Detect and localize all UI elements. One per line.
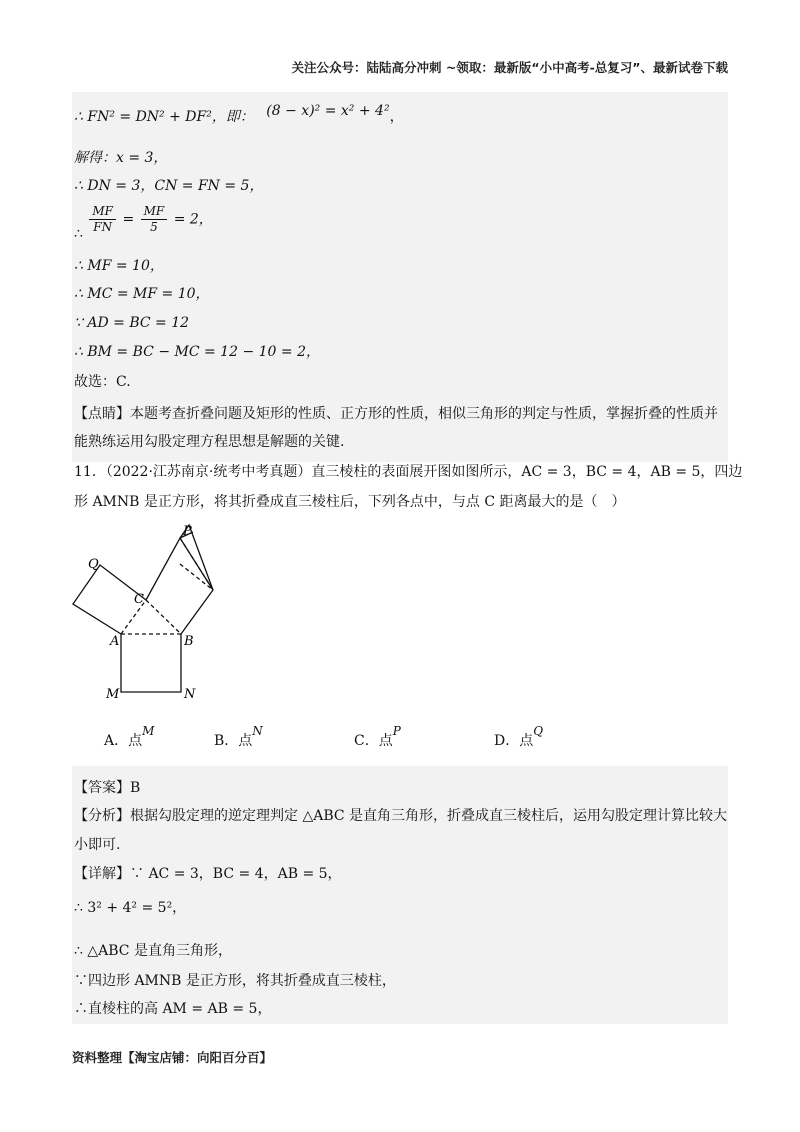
equation-line-7: ∵ AD = BC = 12: [74, 315, 190, 331]
remark-line-2: 能熟练运用勾股定理方程思想是解题的关键.: [74, 434, 345, 450]
choice-line: 故选：C.: [74, 374, 131, 390]
detail-line-3: ∴ △ABC 是直角三角形，: [74, 943, 232, 959]
page-header: 关注公众号：陆陆高分冲刺 ~领取：最新版“小中高考-总复习”、最新试卷下载: [291, 60, 728, 75]
remark-line-1: 【点睛】本题考查折叠问题及矩形的性质、正方形的性质，相似三角形的判定与性质，掌握折叠的性质并: [74, 406, 718, 422]
rect-bc: [146, 538, 213, 634]
option-c[interactable]: C．点P: [354, 724, 401, 749]
equation-line-3: ∴ DN = 3，CN = FN = 5，: [74, 178, 264, 194]
analysis-line-1: 【分析】根据勾股定理的逆定理判定 △ABC 是直角三角形，折叠成直三棱柱后，运用勾股定理计算比较大: [74, 808, 728, 824]
square-amnb: [121, 634, 181, 692]
detail-line-2: ∴ 3² + 4² = 5²，: [74, 900, 187, 916]
equation-line-8: ∴ BM = BC − MC = 12 − 10 = 2，: [74, 344, 320, 360]
answer-line: 【答案】B: [74, 780, 141, 796]
equation-line-5: ∴ MF = 10，: [74, 258, 164, 274]
analysis-line-2: 小即可.: [74, 837, 121, 853]
option-b[interactable]: B．点N: [214, 724, 263, 749]
detail-line-4: ∵四边形 AMNB 是正方形，将其折叠成直三棱柱，: [74, 973, 396, 989]
question-line-2: 形 AMNB 是正方形，将其折叠成直三棱柱后，下列各点中，与点 C 距离最大的是（ ）: [74, 494, 626, 510]
fraction-1: $\frac{MF}{FN}$: [89, 204, 116, 235]
edge-bc: [146, 600, 181, 634]
label-n: N: [184, 687, 196, 702]
label-b: B: [184, 634, 194, 649]
label-p: P: [183, 524, 192, 539]
label-m: M: [106, 687, 120, 702]
label-a: A: [110, 634, 120, 649]
equation-line-2: 解得：x = 3，: [74, 150, 168, 166]
option-a[interactable]: A．点M: [104, 724, 155, 749]
question-line-1: 11．（2022·江苏南京·统考中考真题）直三棱柱的表面展开图如图所示，AC = 3，BC = 4，AB = 5，四边: [74, 464, 743, 480]
equation-line-1: ∴ FN² = DN² + DF²，即： (8 − x)² = x² + 4²，: [74, 103, 404, 125]
equation-line-6: ∴ MC = MF = 10，: [74, 286, 210, 302]
option-d[interactable]: D．点Q: [494, 724, 544, 749]
fraction-line: ∴ $\frac{MF}{FN}$ = $\frac{MF}{5}$ = 2，: [74, 204, 213, 242]
fraction-2: $\frac{MF}{5}$: [141, 204, 168, 235]
detail-line-5: ∴直棱柱的高 AM = AB = 5，: [74, 1001, 272, 1017]
page-footer: 资料整理【淘宝店铺：向阳百分百】: [72, 1050, 273, 1065]
detail-line-1: 【详解】∵ AC = 3，BC = 4，AB = 5，: [74, 866, 342, 882]
label-c: C: [134, 592, 144, 607]
label-q: Q: [88, 557, 99, 572]
